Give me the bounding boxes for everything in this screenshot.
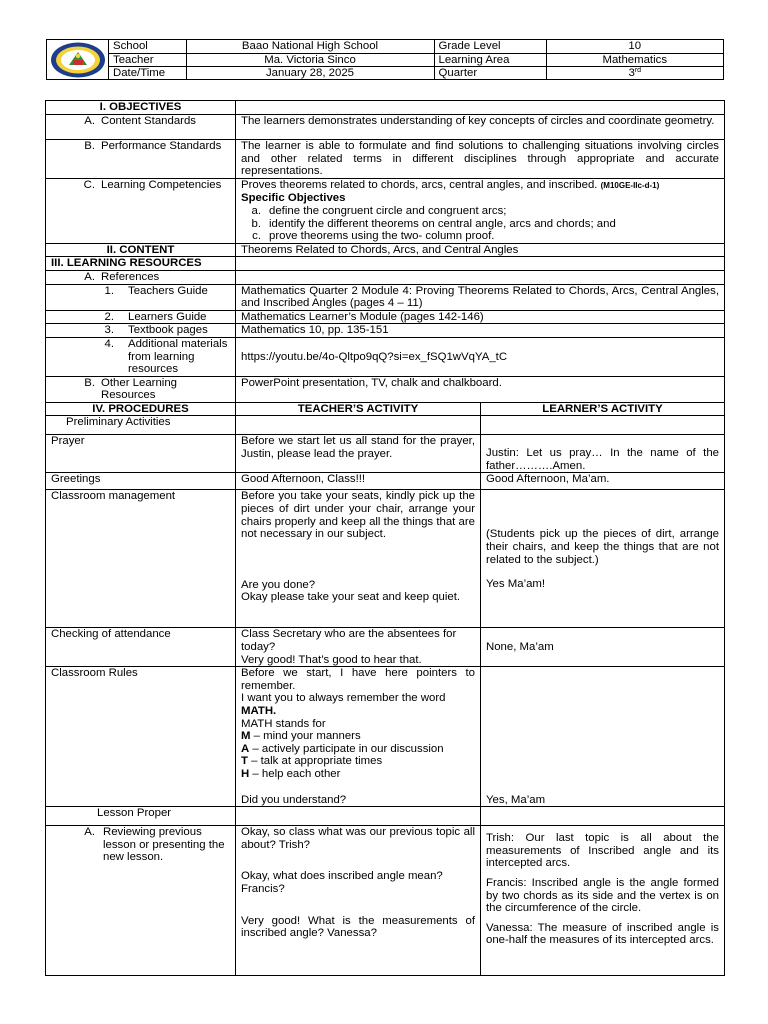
specific-objectives-title: Specific Objectives bbox=[241, 192, 346, 205]
item-label: References bbox=[101, 270, 160, 283]
rule-item bbox=[241, 743, 475, 756]
learner-response: (Students pick up the pieces of dirt, arrange their chairs, and keep the things that are not related to the subject.) bbox=[486, 528, 719, 566]
rules-intro: Before we start, I have here pointers to remember. bbox=[241, 667, 475, 692]
spacer bbox=[241, 781, 475, 794]
quarter bbox=[546, 66, 723, 79]
competency-code: (M10GE-IIc-d-1) bbox=[600, 180, 660, 190]
header-label: Date/Time bbox=[109, 66, 186, 79]
greetings-teacher: Good Afternoon, Class!!! bbox=[236, 473, 481, 490]
learning-area: Mathematics bbox=[546, 53, 723, 66]
item-number: B. bbox=[84, 376, 95, 389]
lesson-proper-label: Lesson Proper bbox=[46, 807, 236, 826]
empty-cell bbox=[236, 416, 481, 435]
content-text: Theorems Related to Chords, Arcs, and Central Angles bbox=[236, 243, 725, 257]
lesson-plan-table bbox=[45, 100, 725, 976]
quarter-number: 3 bbox=[628, 66, 635, 79]
quarter-suffix: rd bbox=[634, 66, 642, 74]
classroom-management-learner bbox=[481, 490, 725, 628]
objective-letter: c. bbox=[252, 230, 261, 243]
header-row bbox=[109, 40, 723, 53]
spacer bbox=[241, 896, 475, 915]
classroom-rules-learner: Yes, Ma’am bbox=[481, 667, 725, 807]
teacher-question: Very good! What is the measurements of inscribed angle? Vanessa? bbox=[241, 914, 475, 940]
performance-standards-label bbox=[46, 140, 236, 179]
rule-item bbox=[241, 755, 475, 768]
reviewing-teacher bbox=[236, 826, 481, 976]
header-info-table bbox=[109, 40, 723, 79]
attendance-teacher bbox=[236, 628, 481, 667]
textbook-pages-row bbox=[46, 324, 725, 338]
learning-competencies-label bbox=[46, 178, 236, 243]
additional-materials-label bbox=[46, 337, 236, 376]
learner-activity-heading: LEARNER’S ACTIVITY bbox=[481, 402, 725, 416]
preliminary-label: Preliminary Activities bbox=[46, 416, 236, 435]
item-label: Additional materials from learning resources bbox=[128, 337, 228, 376]
references-row bbox=[46, 270, 725, 284]
rules-line: MATH stands for bbox=[241, 717, 326, 730]
content-heading: II. CONTENT bbox=[46, 243, 236, 257]
content-standards-row bbox=[46, 115, 725, 140]
learners-guide-label bbox=[46, 310, 236, 324]
greetings-row bbox=[46, 473, 725, 490]
school-header bbox=[46, 39, 724, 80]
spacer bbox=[486, 566, 719, 578]
teacher-activity-heading: TEACHER’S ACTIVITY bbox=[236, 402, 481, 416]
learning-competencies-row bbox=[46, 178, 725, 243]
objective-item bbox=[241, 218, 719, 231]
rule-letter: A bbox=[241, 742, 250, 755]
rule-text: – talk at appropriate times bbox=[247, 755, 383, 768]
content-row bbox=[46, 243, 725, 257]
objective-letter: a. bbox=[251, 204, 261, 217]
item-number: A. bbox=[84, 270, 95, 283]
objective-item bbox=[241, 230, 719, 243]
prayer-learner: Justin: Let us pray… In the name of the father……….Amen. bbox=[481, 435, 725, 473]
school-logo-cell bbox=[47, 40, 109, 79]
learners-guide-row bbox=[46, 310, 725, 324]
attendance-label: Checking of attendance bbox=[46, 628, 236, 667]
prayer-label: Prayer bbox=[46, 435, 236, 473]
reviewing-learner bbox=[481, 826, 725, 976]
additional-materials-row bbox=[46, 337, 725, 376]
rule-item bbox=[241, 768, 475, 781]
other-resources-row bbox=[46, 376, 725, 402]
item-number: C. bbox=[83, 178, 95, 191]
item-label: Reviewing previous lesson or presenting the new lesson. bbox=[103, 826, 225, 864]
header-label: Learning Area bbox=[434, 53, 546, 66]
empty-cell bbox=[236, 257, 725, 271]
header-label: Teacher bbox=[109, 53, 186, 66]
item-label: Textbook pages bbox=[128, 324, 208, 337]
item-number: 4. bbox=[104, 337, 114, 350]
spacer bbox=[241, 541, 475, 579]
item-label: Learners Guide bbox=[128, 310, 207, 323]
classroom-management-row bbox=[46, 490, 725, 628]
rules-word: MATH. bbox=[241, 705, 277, 718]
header-label: Quarter bbox=[434, 66, 546, 79]
item-number: A. bbox=[84, 115, 95, 127]
content-standards-label bbox=[46, 115, 236, 140]
teacher-question: Okay, what does inscribed angle mean? Francis? bbox=[241, 870, 443, 896]
content-standards-text: The learners demonstrates understanding of key concepts of circles and coordinate geometry. bbox=[236, 115, 725, 140]
performance-standards-text: The learner is able to formulate and find solutions to challenging situations involving circles and other related terms in different disciplines through appropriate and accurate representations. bbox=[236, 140, 725, 179]
date-time: January 28, 2025 bbox=[186, 66, 434, 79]
item-label: Learning Competencies bbox=[101, 178, 222, 191]
item-label: Other Learning Resources bbox=[101, 376, 177, 402]
preliminary-row bbox=[46, 416, 725, 435]
objectives-heading: I. OBJECTIVES bbox=[46, 101, 236, 115]
spacer bbox=[486, 870, 719, 877]
teacher-question: Okay, so class what was our previous topic all about? Trish? bbox=[241, 826, 475, 851]
procedures-heading-row bbox=[46, 402, 725, 416]
teacher-instruction: Okay please take your seat and keep quiet. bbox=[241, 591, 461, 604]
rule-item bbox=[241, 730, 475, 743]
learner-response: Vanessa: The measure of inscribed angle is one-half the measures of its intercepted arcs. bbox=[486, 921, 719, 947]
learning-competencies-cell bbox=[236, 178, 725, 243]
item-number: 1. bbox=[104, 284, 114, 297]
objective-text: identify the different theorems on central angle, arcs and chords; and bbox=[269, 217, 616, 230]
performance-standards-row bbox=[46, 140, 725, 179]
item-label: Teachers Guide bbox=[128, 284, 208, 297]
resources-heading: III. LEARNING RESOURCES bbox=[46, 257, 236, 271]
header-label: Grade Level bbox=[434, 40, 546, 53]
textbook-pages-label bbox=[46, 324, 236, 338]
header-row bbox=[109, 66, 723, 79]
procedures-heading: IV. PROCEDURES bbox=[46, 402, 236, 416]
rule-letter: M bbox=[241, 730, 251, 743]
classroom-rules-teacher bbox=[236, 667, 481, 807]
classroom-management-label: Classroom management bbox=[46, 490, 236, 628]
item-number: A. bbox=[84, 826, 95, 839]
learner-response: Yes Ma’am! bbox=[486, 578, 546, 591]
spacer bbox=[486, 915, 719, 922]
references-label bbox=[46, 270, 236, 284]
objective-item bbox=[241, 205, 719, 218]
empty-cell bbox=[481, 416, 725, 435]
item-number: B. bbox=[84, 140, 95, 152]
item-number: 2. bbox=[104, 310, 114, 323]
teacher-remark: Very good! That’s good to hear that. bbox=[241, 653, 422, 666]
prayer-row bbox=[46, 435, 725, 473]
school-seal-icon bbox=[49, 41, 107, 79]
resources-heading-row bbox=[46, 257, 725, 271]
competency-text: Proves theorems related to chords, arcs, central angles, and inscribed. bbox=[241, 178, 598, 191]
rule-text: – actively participate in our discussion bbox=[249, 742, 444, 755]
learner-response: Francis: Inscribed angle is the angle formed by two chords as its side and the vertex is on the circumference of the circle. bbox=[486, 877, 719, 915]
spacer bbox=[241, 851, 475, 870]
classroom-rules-label: Classroom Rules bbox=[46, 667, 236, 807]
prayer-teacher: Before we start let us all stand for the prayer, Justin, please lead the prayer. bbox=[236, 435, 481, 473]
textbook-pages-value: Mathematics 10, pp. 135-151 bbox=[236, 324, 725, 338]
empty-cell bbox=[236, 270, 725, 284]
attendance-learner: None, Ma’am bbox=[481, 628, 725, 667]
rule-letter: H bbox=[241, 768, 250, 780]
item-number: 3. bbox=[104, 324, 114, 337]
empty-cell bbox=[236, 101, 725, 115]
learner-response: Trish: Our last topic is all about the measurements of Inscribed angle and its intercepted arcs. bbox=[486, 832, 719, 870]
classroom-rules-row bbox=[46, 667, 725, 807]
additional-materials-link[interactable]: https://youtu.be/4o-Qltpo9qQ?si=ex_fSQ1wVqYA_tC bbox=[236, 337, 725, 376]
rules-line: I want you to always remember the word bbox=[241, 692, 446, 705]
empty-cell bbox=[236, 807, 481, 826]
grade-level: 10 bbox=[546, 40, 723, 53]
other-resources-label bbox=[46, 376, 236, 402]
item-label: Content Standards bbox=[101, 115, 196, 127]
rule-text: – help each other bbox=[249, 768, 341, 780]
rule-letter: T bbox=[241, 755, 248, 768]
teachers-guide-row bbox=[46, 284, 725, 310]
greetings-label: Greetings bbox=[46, 473, 236, 490]
lesson-proper-row bbox=[46, 807, 725, 826]
item-label: Performance Standards bbox=[101, 140, 222, 152]
objective-text: prove theorems using the two- column proof. bbox=[269, 230, 495, 243]
objective-text: define the congruent circle and congruent arcs; bbox=[269, 204, 507, 217]
attendance-row bbox=[46, 628, 725, 667]
objectives-heading-row bbox=[46, 101, 725, 115]
objective-letter: b. bbox=[251, 217, 261, 230]
reviewing-label bbox=[46, 826, 236, 976]
empty-cell bbox=[481, 807, 725, 826]
rule-text: – mind your manners bbox=[250, 730, 361, 743]
teacher-instruction: Before you take your seats, kindly pick up the pieces of dirt under your chair, arrange your chairs properly and keep all the things that are not necessary in our subject. bbox=[241, 490, 475, 541]
greetings-learner: Good Afternoon, Ma’am. bbox=[481, 473, 725, 490]
other-resources-value: PowerPoint presentation, TV, chalk and chalkboard. bbox=[236, 376, 725, 402]
rules-question: Did you understand? bbox=[241, 793, 347, 806]
teachers-guide-value: Mathematics Quarter 2 Module 4: Proving Theorems Related to Chords, Arcs, Central Angles, and Inscribed Angles (pages 4 – 11) bbox=[236, 284, 725, 310]
teacher-question: Are you done? bbox=[241, 578, 316, 591]
teacher-question: Class Secretary who are the absentees for today? bbox=[241, 628, 457, 654]
teachers-guide-label bbox=[46, 284, 236, 310]
school-name: Baao National High School bbox=[186, 40, 434, 53]
reviewing-row bbox=[46, 826, 725, 976]
spacer bbox=[486, 490, 719, 528]
header-row bbox=[109, 53, 723, 66]
teacher-name: Ma. Victoria Sinco bbox=[186, 53, 434, 66]
header-label: School bbox=[109, 40, 186, 53]
learners-guide-value: Mathematics Learner’s Module (pages 142-146) bbox=[236, 310, 725, 324]
classroom-management-teacher bbox=[236, 490, 481, 628]
